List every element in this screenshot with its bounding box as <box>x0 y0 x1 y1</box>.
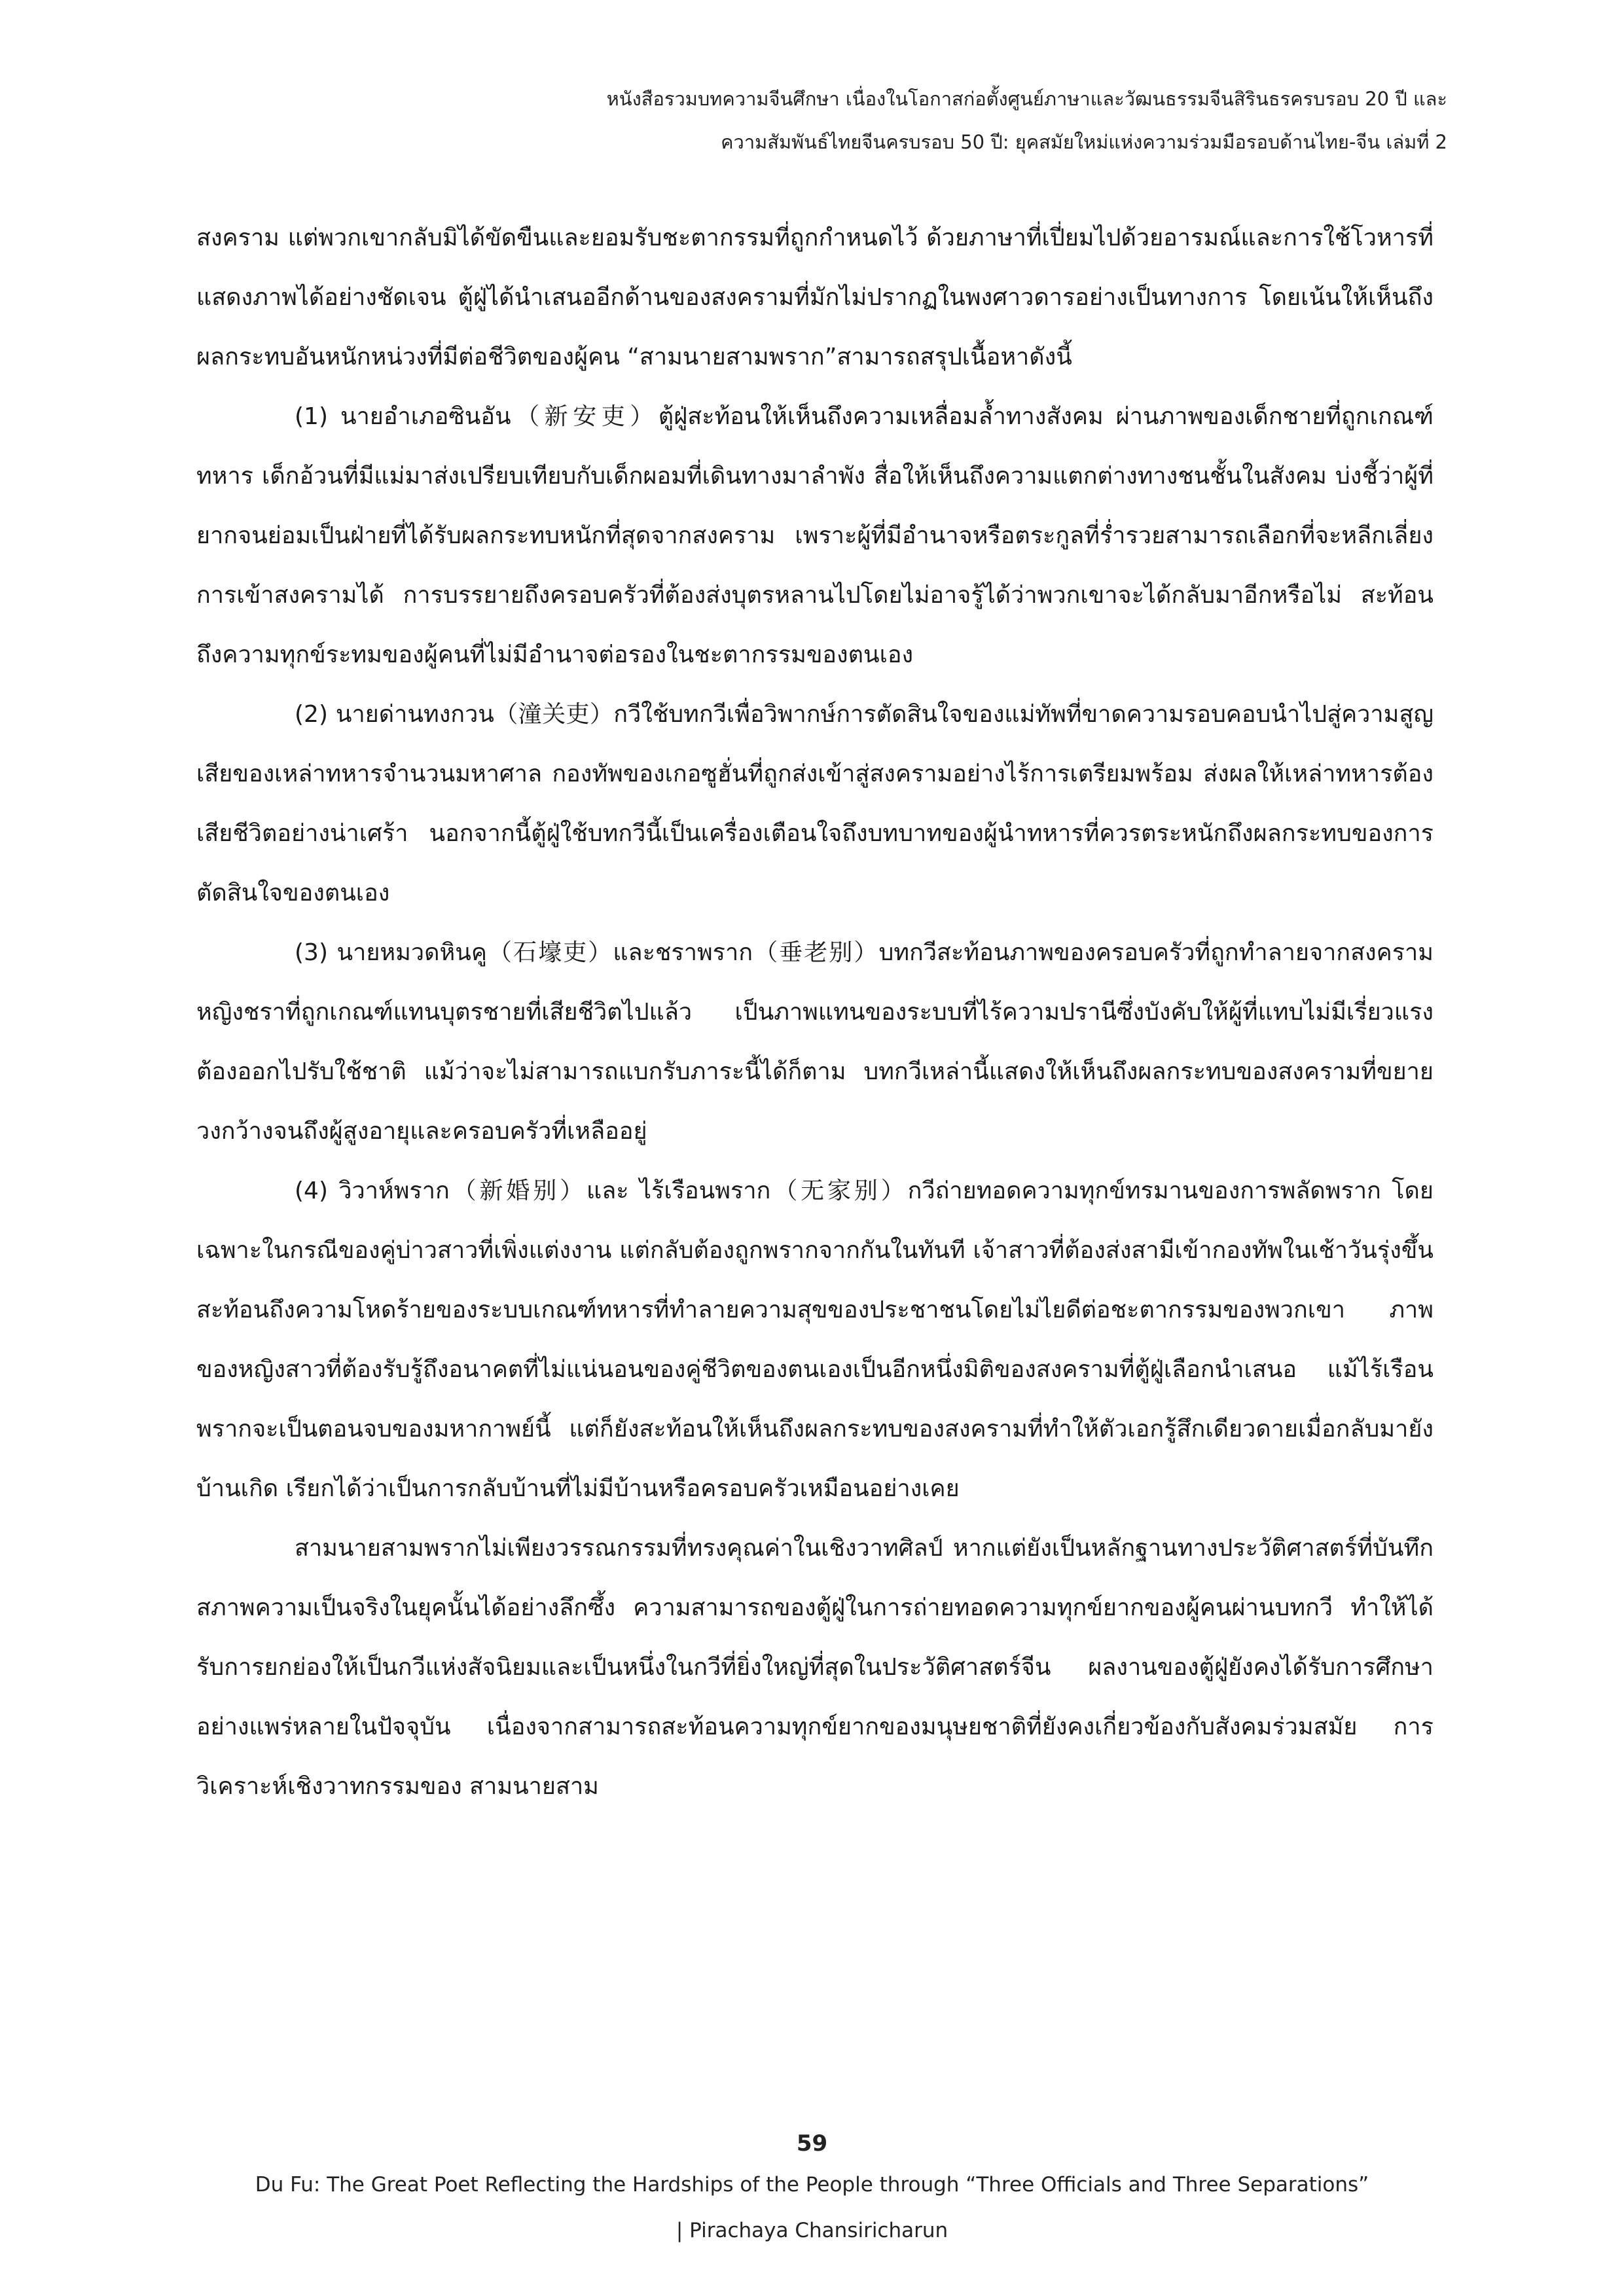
header-line-1: หนังสือรวมบทความจีนศึกษา เนื่องในโอกาสก่อตั้งศูนย์ภาษาและวัฒนธรรมจีนสิรินธรครบรอบ 20 ปี และ <box>606 88 1447 110</box>
paragraph: (2) นายด่านทงกวน（潼关吏）กวีใช้บทกวีเพื่อวิพากษ์การตัดสินใจของแม่ทัพที่ขาดความรอบคอบนำไปสู่ความสูญเสียของเหล่าทหารจำนวนมหาศาล กองทัพของเกอซูฮั่นที่ถูกส่งเข้าสู่สงครามอย่างไร้การเตรียมพร้อม ส่งผลให้เหล่าทหารต้องเสียชีวิตอย่างน่าเศร้า นอกจากนี้ตู้ฝู่ใช้บทกวีนี้เป็นเครื่องเตือนใจถึงบทบาทของผู้นำทหารที่ควรตระหนักถึงผลกระทบของการตัดสินใจของตนเอง <box>196 701 1434 906</box>
page-number: 59 <box>796 2130 828 2157</box>
paragraph: (1) นายอำเภอซินอัน（新安吏）ตู้ฝู่สะท้อนให้เห็นถึงความเหลื่อมล้ำทางสังคม ผ่านภาพของเด็กชายที่ถูกเกณฑ์ทหาร เด็กอ้วนที่มีแม่มาส่งเปรียบเทียบกับเด็กผอมที่เดินทางมาลำพัง สื่อให้เห็นถึงความแตกต่างทางชนชั้นในสังคม บ่งชี้ว่าผู้ที่ยากจนย่อมเป็นฝ่ายที่ได้รับผลกระทบหนักที่สุดจากสงคราม เพราะผู้ที่มีอำนาจหรือตระกูลที่ร่ำรวยสามารถเลือกที่จะหลีกเลี่ยงการเข้าสงครามได้ การบรรยายถึงครอบครัวที่ต้องส่งบุตรหลานไปโดยไม่อาจรู้ได้ว่าพวกเขาจะได้กลับมาอีกหรือไม่ สะท้อนถึงความทุกข์ระทมของผู้คนที่ไม่มีอำนาจต่อรองในชะตากรรมของตนเอง <box>196 403 1434 668</box>
body-text <box>196 208 1434 1816</box>
paragraph: (3) นายหมวดหินคู（石壕吏）และชราพราก（垂老别）บทกวีสะท้อนภาพของครอบครัวที่ถูกทำลายจากสงคราม หญิงชราที่ถูกเกณฑ์แทนบุตรชายที่เสียชีวิตไปแล้ว เป็นภาพแทนของระบบที่ไร้ความปรานีซึ่งบังคับให้ผู้ที่แทบไม่มีเรี่ยวแรงต้องออกไปรับใช้ชาติ แม้ว่าจะไม่สามารถแบกรับภาระนี้ได้ก็ตาม บทกวีเหล่านี้แสดงให้เห็นถึงผลกระทบของสงครามที่ขยายวงกว้างจนถึงผู้สูงอายุและครอบครัวที่เหลืออยู่ <box>196 939 1434 1145</box>
running-header <box>138 77 1447 164</box>
footer-title: Du Fu: The Great Poet Reflecting the Hardships of the People through “Three Officials and Three Separations” <box>255 2173 1369 2197</box>
footer-author: | Pirachaya Chansiricharun <box>676 2219 948 2242</box>
header-line-2: ความสัมพันธ์ไทยจีนครบรอบ 50 ปี: ยุคสมัยใหม่แห่งความร่วมมือรอบด้านไทย-จีน เล่มที่ 2 <box>721 131 1447 153</box>
paragraph: สามนายสามพรากไม่เพียงวรรณกรรมที่ทรงคุณค่าในเชิงวาทศิลป์ หากแต่ยังเป็นหลักฐานทางประวัติศาสตร์ที่บันทึกสภาพความเป็นจริงในยุคนั้นได้อย่างลึกซึ้ง ความสามารถของตู้ฝู่ในการถ่ายทอดความทุกข์ยากของผู้คนผ่านบทกวี ทำให้ได้รับการยกย่องให้เป็นกวีแห่งสัจนิยมและเป็นหนึ่งในกวีที่ยิ่งใหญ่ที่สุดในประวัติศาสตร์จีน ผลงานของตู้ฝู่ยังคงได้รับการศึกษาอย่างแพร่หลายในปัจจุบัน เนื่องจากสามารถสะท้อนความทุกข์ยากของมนุษยชาติที่ยังคงเกี่ยวข้องกับสังคมร่วมสมัย การวิเคราะห์เชิงวาทกรรมของ สามนายสาม <box>196 1535 1434 1800</box>
paragraph: (4) วิวาห์พราก（新婚别）และ ไร้เรือนพราก（无家别）กวีถ่ายทอดความทุกข์ทรมานของการพลัดพราก โดยเฉพาะในกรณีของคู่บ่าวสาวที่เพิ่งแต่งงาน แต่กลับต้องถูกพรากจากกันในทันที เจ้าสาวที่ต้องส่งสามีเข้ากองทัพในเช้าวันรุ่งขึ้นสะท้อนถึงความโหดร้ายของระบบเกณฑ์ทหารที่ทำลายความสุขของประชาชนโดยไม่ไยดีต่อชะตากรรมของพวกเขา ภาพของหญิงสาวที่ต้องรับรู้ถึงอนาคตที่ไม่แน่นอนของคู่ชีวิตของตนเองเป็นอีกหนึ่งมิติของสงครามที่ตู้ฝู่เลือกนำเสนอ แม้ไร้เรือนพรากจะเป็นตอนจบของมหากาพย์นี้ แต่ก็ยังสะท้อนให้เห็นถึงผลกระทบของสงครามที่ทำให้ตัวเอกรู้สึกเดียวดายเมื่อกลับมายังบ้านเกิด เรียกได้ว่าเป็นการกลับบ้านที่ไม่มีบ้านหรือครอบครัวเหมือนอย่างเคย <box>196 1177 1434 1502</box>
paragraph: สงคราม แต่พวกเขากลับมิได้ขัดขืนและยอมรับชะตากรรมที่ถูกกำหนดไว้ ด้วยภาษาที่เปี่ยมไปด้วยอารมณ์และการใช้โวหารที่แสดงภาพได้อย่างชัดเจน ตู้ฝู่ได้นำเสนออีกด้านของสงครามที่มักไม่ปรากฏในพงศาวดารอย่างเป็นทางการ โดยเน้นให้เห็นถึงผลกระทบอันหนักหน่วงที่มีต่อชีวิตของผู้คน “สามนายสามพราก”สามารถสรุปเนื้อหาดังนี้ <box>196 224 1434 370</box>
